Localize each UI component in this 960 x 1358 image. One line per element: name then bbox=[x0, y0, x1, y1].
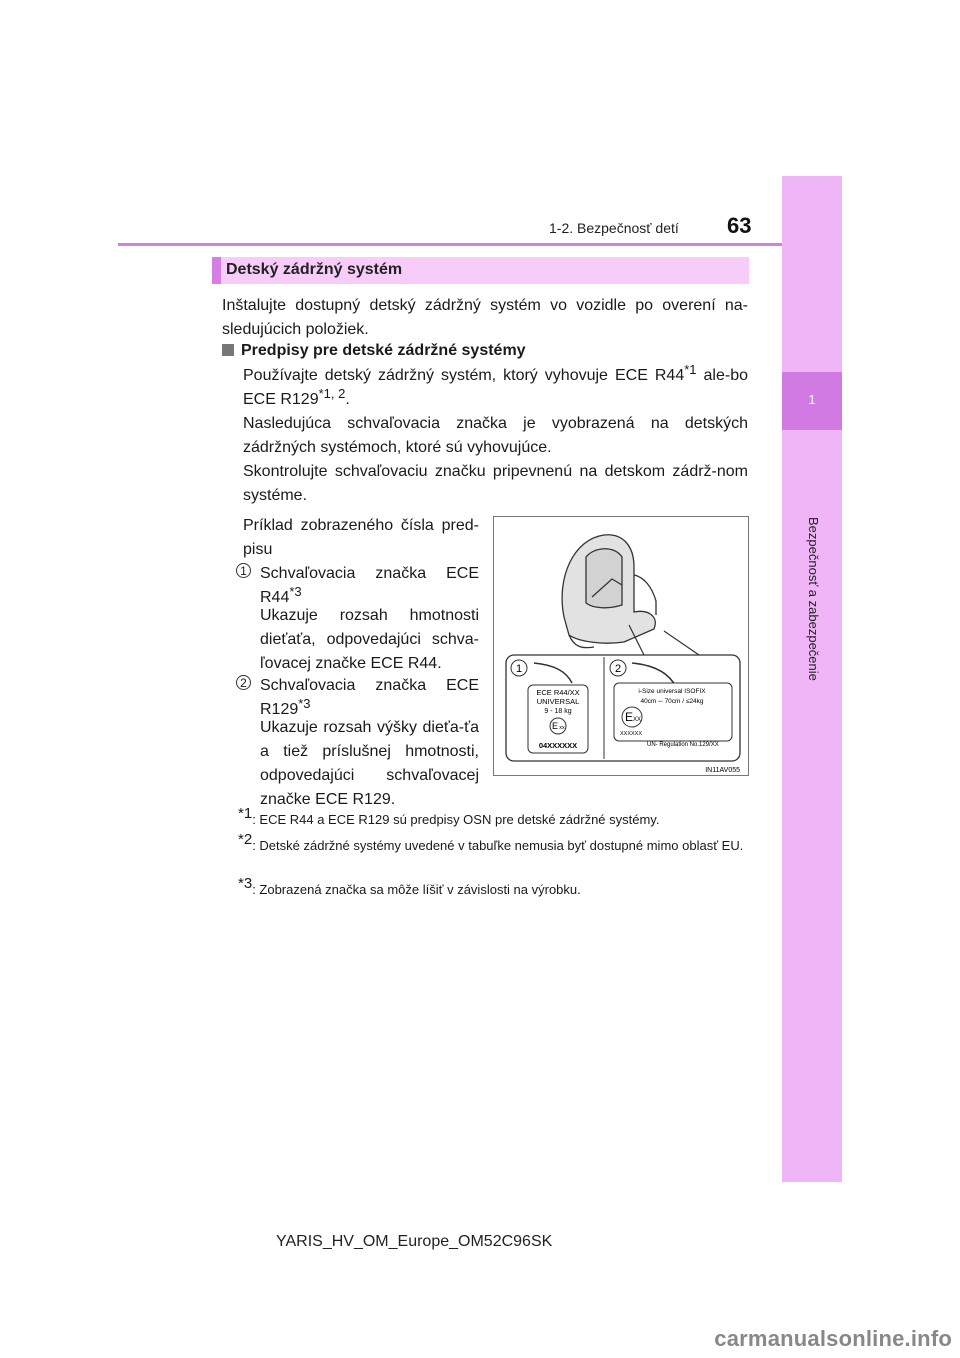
bullet-heading bbox=[222, 339, 748, 363]
figure-frame bbox=[493, 516, 749, 776]
label1-code: 04XXXXXX bbox=[538, 741, 578, 750]
item-number bbox=[236, 562, 251, 580]
footnote-ref: *1 bbox=[684, 362, 697, 377]
item-1-description: Ukazuje rozsah hmotnosti dieťaťa, odpovedajúci schva-ľovacej značke ECE R44. bbox=[260, 607, 479, 672]
e-mark-sub: xx bbox=[559, 725, 565, 731]
label2-line1: i-Size universal ISOFIX bbox=[638, 688, 706, 695]
label2-code: XXXXXX bbox=[620, 731, 643, 737]
figure-code: IN11AV055 bbox=[705, 767, 740, 774]
section-title: Detský zádržný systém bbox=[226, 261, 403, 278]
footnote-2 bbox=[238, 831, 748, 856]
example-label: Príklad zobrazeného čísla pred-pisu bbox=[243, 517, 479, 558]
child-seat-icon bbox=[562, 535, 656, 648]
label1-line2: UNIVERSAL bbox=[536, 697, 580, 706]
chapter-number: 1 bbox=[808, 392, 816, 407]
footnote-mark: *1 bbox=[238, 805, 253, 822]
para1-text-a: Používajte detský zádržný systém, ktorý vyhovuje ECE R44 bbox=[243, 367, 685, 384]
footnote-mark: *3 bbox=[238, 875, 253, 892]
footnote-ref: *3 bbox=[298, 696, 311, 711]
page-number: 63 bbox=[727, 213, 752, 238]
e-mark-icon: E bbox=[551, 721, 559, 731]
document-id: YARIS_HV_OM_Europe_OM52C96SK bbox=[276, 1233, 553, 1250]
footnote-3 bbox=[238, 875, 748, 900]
approval-paragraph: Nasledujúca schvaľovacia značka je vyobrazená na detských zádržných systémoch, ktoré sú vyhovujúce. bbox=[243, 415, 748, 456]
circled-number-icon: 2 bbox=[236, 675, 251, 690]
section-header: 1-2. Bezpečnosť detí bbox=[549, 220, 679, 236]
callout-number: 2 bbox=[614, 663, 622, 675]
child-seat-illustration bbox=[494, 517, 748, 775]
e-mark-icon: E bbox=[624, 710, 634, 724]
footnote-text: : ECE R44 a ECE R129 sú predpisy OSN pre detské zádržné systémy. bbox=[252, 812, 660, 827]
callout-number: 1 bbox=[515, 663, 523, 675]
label1-line1: ECE R44/XX bbox=[536, 688, 580, 697]
footnote-text: : Zobrazená značka sa môže líšiť v závislosti na výrobku. bbox=[252, 882, 581, 897]
item-title-text: Schvaľovacia značka ECE R44 bbox=[260, 565, 479, 606]
footnote-1 bbox=[238, 805, 748, 830]
footnote-mark: *2 bbox=[238, 831, 253, 848]
label2-regulation: UN- Regulation No.129/XX bbox=[647, 742, 719, 748]
footnote-text: : Detské zádržné systémy uvedené v tabuľke nemusia byť dostupné mimo oblasť EU. bbox=[252, 838, 744, 853]
watermark-link[interactable]: carmanualsonline.info bbox=[714, 1326, 952, 1351]
circled-number-icon: 1 bbox=[236, 563, 251, 578]
item-number bbox=[236, 674, 251, 692]
footnote-ref: *3 bbox=[289, 584, 302, 599]
intro-paragraph: Inštalujte dostupný detský zádržný systém vo vozidle po overení na-sledujúcich položiek. bbox=[222, 297, 748, 338]
para1-text-b: ale-bo ECE R129 bbox=[243, 367, 748, 408]
item-2-description: Ukazuje rozsah výšky dieťa-ťa a tiež príslušnej hmotnosti, odpovedajúci schvaľovacej značke ECE R129. bbox=[260, 719, 479, 808]
footnote-ref: *1, 2 bbox=[318, 386, 346, 401]
item-2-title bbox=[260, 674, 479, 722]
label1-line3: 9 - 18 kg bbox=[544, 708, 572, 715]
bullet-square-icon bbox=[222, 344, 234, 356]
bullet-title: Predpisy pre detské zádržné systémy bbox=[241, 342, 526, 359]
chapter-label bbox=[801, 517, 821, 577]
item-title-text: Schvaľovacia značka ECE R129 bbox=[260, 677, 479, 718]
regulation-paragraph bbox=[243, 364, 748, 412]
header-rule bbox=[118, 243, 782, 246]
label2-line2: 40cm ─ 70cm / ≤24kg bbox=[640, 698, 704, 705]
item-1-title bbox=[260, 562, 479, 610]
e-mark-sub: XX bbox=[632, 717, 642, 723]
check-paragraph: Skontrolujte schvaľovaciu značku pripevnenú na detskom zádrž-nom systéme. bbox=[243, 463, 748, 504]
para1-text-c: . bbox=[345, 391, 350, 408]
